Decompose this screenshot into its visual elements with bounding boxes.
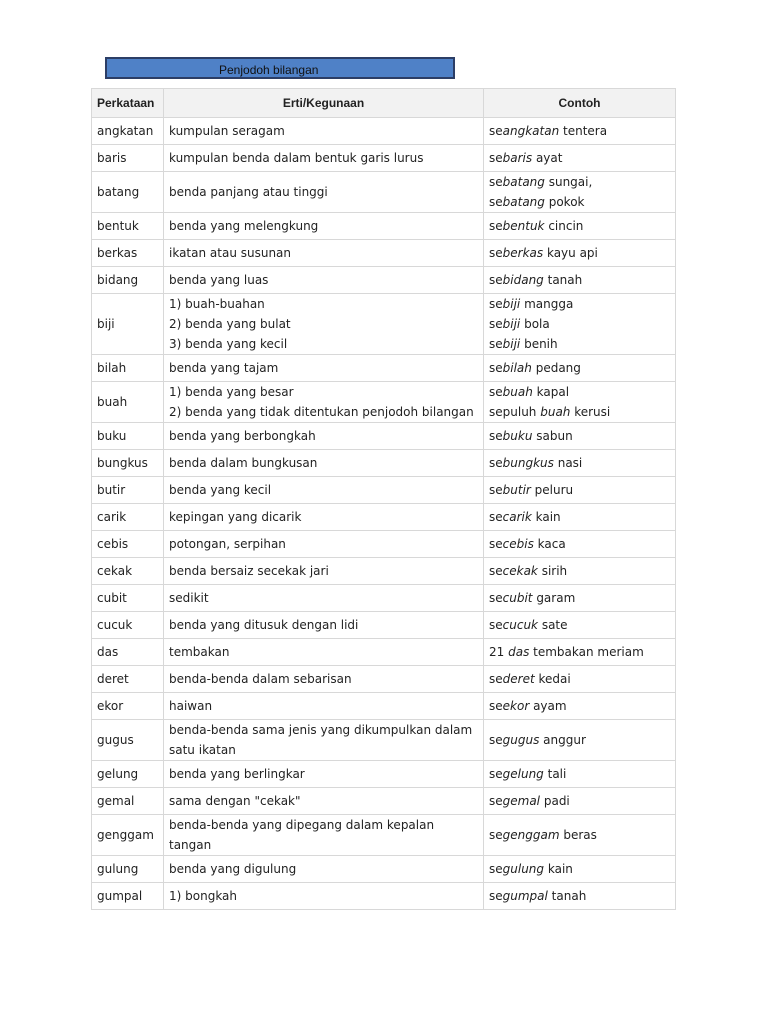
meaning-line: 1) benda yang besar <box>169 385 294 399</box>
meaning-line: 3) benda yang kecil <box>169 337 288 351</box>
example-line <box>489 121 670 141</box>
cell-meaning <box>164 585 484 612</box>
example-line <box>489 615 670 635</box>
cell-meaning <box>164 815 484 856</box>
example-prefix: se <box>489 317 503 331</box>
cell-example <box>484 612 676 639</box>
example-prefix: se <box>489 828 503 842</box>
example-noun: tanah <box>547 889 587 903</box>
example-line <box>489 588 670 608</box>
example-classifier: carik <box>502 510 532 524</box>
example-classifier: gemal <box>502 794 541 808</box>
cell-word: buku <box>92 423 164 450</box>
cell-meaning <box>164 856 484 883</box>
meaning-line: benda yang berbongkah <box>169 429 316 443</box>
meaning-line: haiwan <box>169 699 213 713</box>
example-line <box>489 507 670 527</box>
table-body <box>92 118 676 910</box>
example-classifier: bilah <box>502 361 532 375</box>
example-line <box>489 358 670 378</box>
meaning-line: 1) bongkah <box>169 889 238 903</box>
cell-word: baris <box>92 145 164 172</box>
example-noun: ayam <box>529 699 567 713</box>
example-noun: padi <box>540 794 570 808</box>
example-noun: pedang <box>531 361 581 375</box>
cell-example <box>484 172 676 213</box>
example-line <box>489 561 670 581</box>
example-noun: garam <box>532 591 576 605</box>
example-classifier: batang <box>502 175 545 189</box>
cell-meaning <box>164 612 484 639</box>
meaning-line: potongan, serpihan <box>169 537 286 551</box>
table-row <box>92 213 676 240</box>
example-noun: peluru <box>530 483 574 497</box>
table-row <box>92 639 676 666</box>
example-line <box>489 886 670 906</box>
meaning-line: kumpulan benda dalam bentuk garis lurus <box>169 151 424 165</box>
example-line <box>489 216 670 236</box>
cell-meaning <box>164 639 484 666</box>
table-row <box>92 294 676 355</box>
cell-example <box>484 450 676 477</box>
example-line <box>489 730 670 750</box>
example-prefix: se <box>489 175 503 189</box>
example-classifier: bungkus <box>502 456 554 470</box>
cell-word: gelung <box>92 761 164 788</box>
example-prefix: se <box>489 889 503 903</box>
meaning-line: benda yang ditusuk dengan lidi <box>169 618 359 632</box>
example-classifier: genggam <box>502 828 560 842</box>
example-classifier: cubit <box>502 591 533 605</box>
cell-example <box>484 815 676 856</box>
cell-word: buah <box>92 382 164 423</box>
example-noun: kaca <box>533 537 566 551</box>
example-line <box>489 534 670 554</box>
example-noun: mangga <box>520 297 574 311</box>
example-classifier: biji <box>502 337 521 351</box>
meaning-line: benda yang luas <box>169 273 269 287</box>
example-line <box>489 480 670 500</box>
cell-example <box>484 240 676 267</box>
example-noun: tanah <box>543 273 583 287</box>
meaning-line: 2) benda yang tidak ditentukan penjodoh bilangan <box>169 405 474 419</box>
table-row <box>92 693 676 720</box>
example-prefix: se <box>489 273 503 287</box>
cell-example <box>484 693 676 720</box>
example-prefix: se <box>489 361 503 375</box>
cell-meaning <box>164 788 484 815</box>
table-title: Penjodoh bilangan <box>219 63 319 77</box>
example-prefix: se <box>489 124 503 138</box>
example-classifier: angkatan <box>502 124 560 138</box>
example-noun: kain <box>531 510 561 524</box>
cell-meaning <box>164 118 484 145</box>
cell-meaning <box>164 294 484 355</box>
example-prefix: se <box>489 483 503 497</box>
cell-example <box>484 504 676 531</box>
example-classifier: das <box>508 645 530 659</box>
example-line <box>489 426 670 446</box>
cell-word: cekak <box>92 558 164 585</box>
example-noun: sate <box>538 618 568 632</box>
cell-word: butir <box>92 477 164 504</box>
example-prefix: se <box>489 733 503 747</box>
cell-example <box>484 355 676 382</box>
meaning-line: 1) buah-buahan <box>169 297 265 311</box>
meaning-line: benda yang digulung <box>169 862 297 876</box>
cell-word: deret <box>92 666 164 693</box>
table-row <box>92 172 676 213</box>
cell-meaning <box>164 213 484 240</box>
example-noun: kayu api <box>543 246 598 260</box>
example-noun: benih <box>520 337 558 351</box>
example-line <box>489 192 670 212</box>
meaning-line: sedikit <box>169 591 209 605</box>
cell-example <box>484 213 676 240</box>
table-row <box>92 883 676 910</box>
cell-meaning <box>164 693 484 720</box>
example-noun: kapal <box>532 385 570 399</box>
cell-meaning <box>164 423 484 450</box>
example-classifier: ekor <box>502 699 530 713</box>
cell-meaning <box>164 477 484 504</box>
example-classifier: baris <box>502 151 533 165</box>
cell-example <box>484 761 676 788</box>
cell-word: angkatan <box>92 118 164 145</box>
cell-meaning <box>164 720 484 761</box>
cell-example <box>484 382 676 423</box>
cell-word: carik <box>92 504 164 531</box>
example-prefix: se <box>489 591 503 605</box>
table-row <box>92 267 676 294</box>
example-noun: sirih <box>537 564 568 578</box>
penjodoh-table <box>91 88 676 910</box>
example-prefix: se <box>489 195 503 209</box>
example-line <box>489 243 670 263</box>
header-word: Perkataan <box>92 89 164 118</box>
cell-word: genggam <box>92 815 164 856</box>
meaning-line: benda yang tajam <box>169 361 279 375</box>
table-row <box>92 382 676 423</box>
cell-word: gumpal <box>92 883 164 910</box>
cell-word: bidang <box>92 267 164 294</box>
example-prefix: se <box>489 767 503 781</box>
cell-word: cebis <box>92 531 164 558</box>
example-classifier: deret <box>502 672 535 686</box>
example-classifier: berkas <box>502 246 544 260</box>
cell-example <box>484 145 676 172</box>
example-classifier: gugus <box>502 733 540 747</box>
example-classifier: gulung <box>502 862 545 876</box>
meaning-line: benda dalam bungkusan <box>169 456 318 470</box>
table-row <box>92 423 676 450</box>
example-prefix: sepuluh <box>489 405 541 419</box>
example-noun: bola <box>520 317 550 331</box>
example-noun: tembakan meriam <box>529 645 644 659</box>
example-noun: sungai, <box>544 175 593 189</box>
table-row <box>92 761 676 788</box>
cell-example <box>484 477 676 504</box>
cell-example <box>484 720 676 761</box>
cell-word: gemal <box>92 788 164 815</box>
example-noun: kerusi <box>570 405 611 419</box>
meaning-line: 2) benda yang bulat <box>169 317 291 331</box>
example-prefix: 21 <box>489 645 509 659</box>
example-classifier: buah <box>502 385 533 399</box>
table-row <box>92 856 676 883</box>
cell-example <box>484 118 676 145</box>
example-prefix: se <box>489 456 503 470</box>
table-row <box>92 145 676 172</box>
meaning-line: sama dengan "cekak" <box>169 794 301 808</box>
example-line <box>489 859 670 879</box>
table-row <box>92 558 676 585</box>
meaning-line: benda yang melengkung <box>169 219 319 233</box>
cell-word: bilah <box>92 355 164 382</box>
example-line <box>489 642 670 662</box>
cell-word: gugus <box>92 720 164 761</box>
example-line <box>489 172 670 192</box>
cell-example <box>484 666 676 693</box>
example-classifier: buku <box>502 429 533 443</box>
meaning-line: kepingan yang dicarik <box>169 510 302 524</box>
cell-example <box>484 788 676 815</box>
example-prefix: se <box>489 219 503 233</box>
example-prefix: se <box>489 337 503 351</box>
example-classifier: cucuk <box>502 618 538 632</box>
table-row <box>92 118 676 145</box>
header-example: Contoh <box>484 89 676 118</box>
example-line <box>489 825 670 845</box>
meaning-line: benda panjang atau tinggi <box>169 185 328 199</box>
example-noun: sabun <box>532 429 573 443</box>
example-line <box>489 314 670 334</box>
example-classifier: cekak <box>502 564 538 578</box>
meaning-line: benda-benda sama jenis yang dikumpulkan dalam <box>169 723 473 737</box>
meaning-line: benda-benda dalam sebarisan <box>169 672 352 686</box>
example-classifier: buah <box>540 405 571 419</box>
table-row <box>92 666 676 693</box>
table-row <box>92 788 676 815</box>
meaning-line: satu ikatan <box>169 743 236 757</box>
cell-word: biji <box>92 294 164 355</box>
cell-word: das <box>92 639 164 666</box>
cell-example <box>484 267 676 294</box>
cell-example <box>484 531 676 558</box>
example-prefix: se <box>489 564 503 578</box>
table-row <box>92 612 676 639</box>
cell-example <box>484 883 676 910</box>
example-line <box>489 453 670 473</box>
cell-word: bungkus <box>92 450 164 477</box>
cell-word: gulung <box>92 856 164 883</box>
meaning-line: ikatan atau susunan <box>169 246 292 260</box>
cell-meaning <box>164 240 484 267</box>
example-classifier: bidang <box>502 273 544 287</box>
example-noun: kain <box>544 862 573 876</box>
cell-word: cubit <box>92 585 164 612</box>
example-classifier: biji <box>502 297 521 311</box>
cell-meaning <box>164 558 484 585</box>
example-noun: anggur <box>539 733 586 747</box>
cell-word: berkas <box>92 240 164 267</box>
table-row <box>92 531 676 558</box>
meaning-line: benda-benda yang dipegang dalam kepalan tangan <box>169 818 435 852</box>
meaning-line: benda yang berlingkar <box>169 767 305 781</box>
example-prefix: se <box>489 246 503 260</box>
example-line <box>489 270 670 290</box>
cell-meaning <box>164 666 484 693</box>
example-noun: kedai <box>534 672 571 686</box>
cell-example <box>484 585 676 612</box>
example-prefix: se <box>489 297 503 311</box>
table-row <box>92 504 676 531</box>
meaning-line: benda bersaiz secekak jari <box>169 564 329 578</box>
example-classifier: gumpal <box>502 889 548 903</box>
example-noun: beras <box>559 828 597 842</box>
example-classifier: biji <box>502 317 521 331</box>
example-prefix: se <box>489 862 503 876</box>
header-meaning: Erti/Kegunaan <box>164 89 484 118</box>
example-prefix: se <box>489 618 503 632</box>
table-row <box>92 240 676 267</box>
example-classifier: cebis <box>502 537 534 551</box>
table-row <box>92 585 676 612</box>
table-row <box>92 720 676 761</box>
example-noun: cincin <box>544 219 584 233</box>
example-noun: tentera <box>559 124 608 138</box>
cell-word: bentuk <box>92 213 164 240</box>
example-line <box>489 764 670 784</box>
example-classifier: gelung <box>502 767 544 781</box>
cell-meaning <box>164 382 484 423</box>
meaning-line: kumpulan seragam <box>169 124 285 138</box>
cell-word: cucuk <box>92 612 164 639</box>
cell-example <box>484 856 676 883</box>
table-title-bar <box>105 57 455 79</box>
table-row <box>92 450 676 477</box>
meaning-line: benda yang kecil <box>169 483 272 497</box>
table-row <box>92 355 676 382</box>
example-prefix: se <box>489 794 503 808</box>
example-line <box>489 791 670 811</box>
example-line <box>489 382 670 402</box>
example-classifier: batang <box>502 195 545 209</box>
cell-meaning <box>164 883 484 910</box>
cell-example <box>484 423 676 450</box>
example-noun: ayat <box>532 151 563 165</box>
cell-meaning <box>164 267 484 294</box>
cell-example <box>484 294 676 355</box>
cell-word: batang <box>92 172 164 213</box>
header-row <box>92 89 676 118</box>
example-classifier: butir <box>502 483 531 497</box>
cell-example <box>484 639 676 666</box>
example-noun: tali <box>543 767 567 781</box>
example-prefix: se <box>489 429 503 443</box>
cell-meaning <box>164 145 484 172</box>
example-prefix: se <box>489 672 503 686</box>
example-noun: nasi <box>553 456 583 470</box>
cell-meaning <box>164 172 484 213</box>
example-line <box>489 402 670 422</box>
table-row <box>92 477 676 504</box>
cell-meaning <box>164 355 484 382</box>
cell-meaning <box>164 450 484 477</box>
example-line <box>489 669 670 689</box>
example-prefix: se <box>489 385 503 399</box>
meaning-line: tembakan <box>169 645 230 659</box>
example-prefix: se <box>489 699 503 713</box>
example-noun: pokok <box>544 195 585 209</box>
cell-meaning <box>164 504 484 531</box>
cell-meaning <box>164 531 484 558</box>
example-line <box>489 334 670 354</box>
example-classifier: bentuk <box>502 219 545 233</box>
cell-meaning <box>164 761 484 788</box>
cell-word: ekor <box>92 693 164 720</box>
example-line <box>489 148 670 168</box>
example-prefix: se <box>489 537 503 551</box>
cell-example <box>484 558 676 585</box>
example-line <box>489 696 670 716</box>
example-line <box>489 294 670 314</box>
example-prefix: se <box>489 151 503 165</box>
example-prefix: se <box>489 510 503 524</box>
table-row <box>92 815 676 856</box>
